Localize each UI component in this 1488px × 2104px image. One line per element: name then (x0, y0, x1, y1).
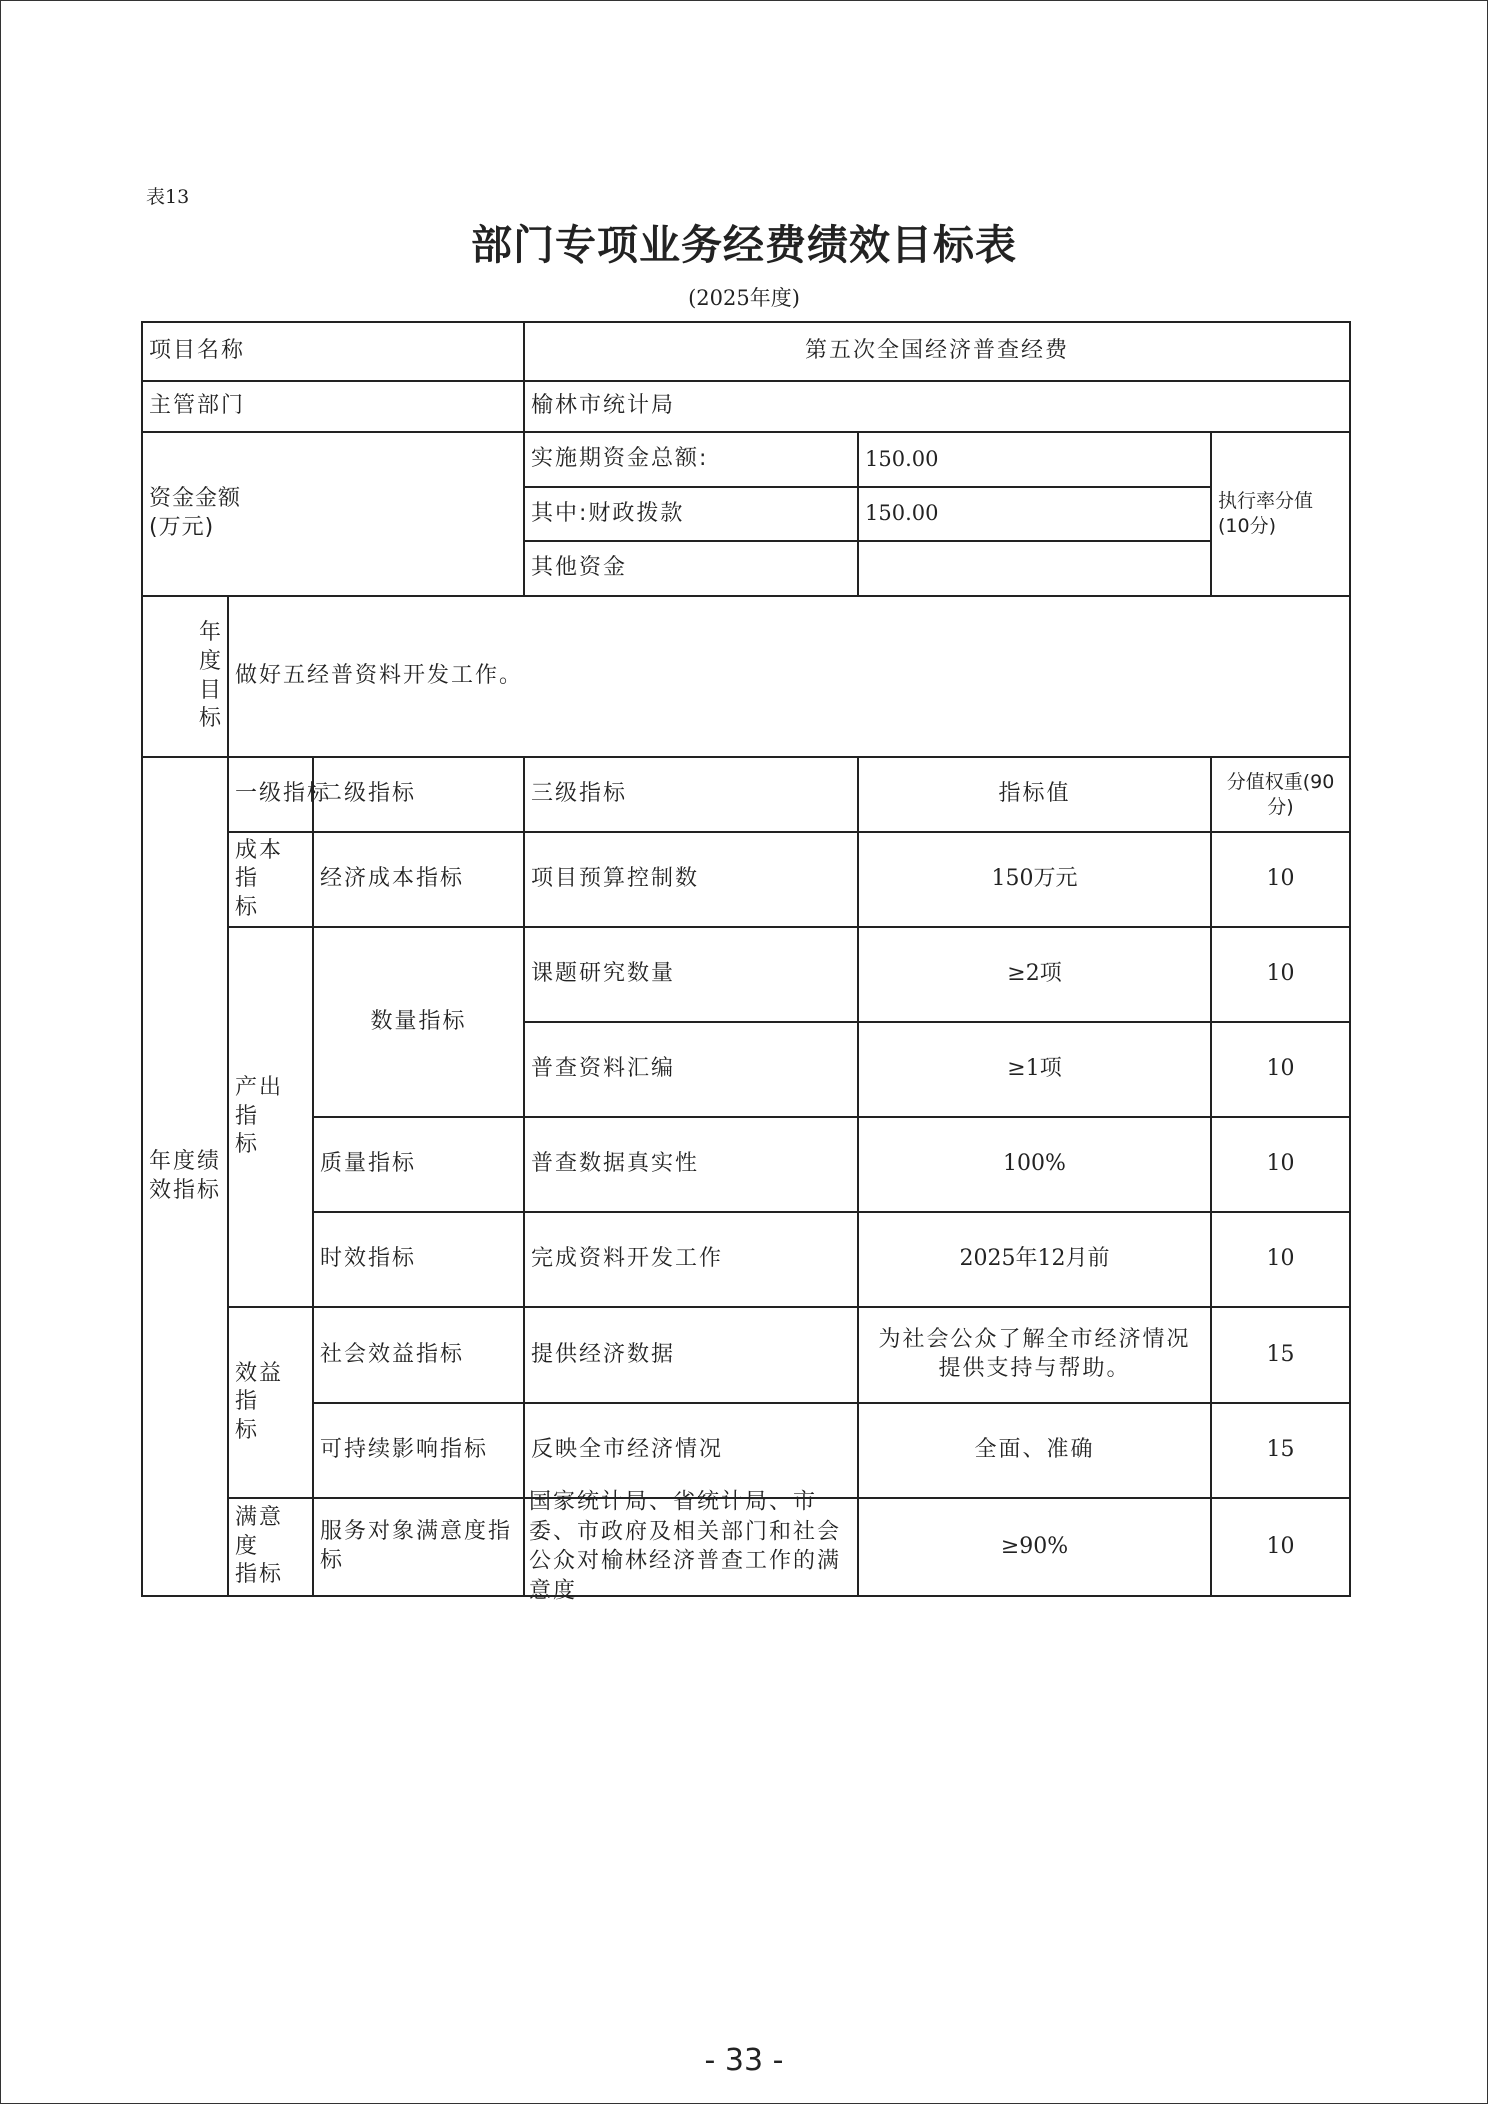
level1-satisfaction-text: 满意度 指标 (235, 1505, 284, 1588)
level1-satisfaction (228, 1498, 313, 1596)
level3-cell: 普查资料汇编 (524, 1022, 858, 1117)
weight-cell: 15 (1211, 1307, 1350, 1403)
page-title: 部门专项业务经费绩效目标表 (471, 221, 1017, 269)
weight-cell: 10 (1211, 832, 1350, 927)
dept-value: 榆林市统计局 (524, 381, 1350, 432)
header-value: 指标值 (858, 757, 1211, 832)
weight-cell: 10 (1211, 1212, 1350, 1307)
level2-cell: 数量指标 (313, 927, 524, 1117)
level1-output (228, 927, 313, 1307)
exec-rate-label: 执行率分值(10分) (1211, 432, 1350, 596)
level2-cell: 服务对象满意度指标 (313, 1498, 524, 1596)
funds-label-text: 资金金额 (万元) (149, 486, 242, 540)
level3-cell: 课题研究数量 (524, 927, 858, 1022)
level2-cell: 质量指标 (313, 1117, 524, 1212)
weight-cell: 10 (1211, 927, 1350, 1022)
performance-target-table (141, 321, 1351, 1604)
weight-cell: 10 (1211, 1022, 1350, 1117)
level3-cell: 提供经济数据 (524, 1307, 858, 1403)
value-cell: 150万元 (858, 832, 1211, 927)
level2-cell: 社会效益指标 (313, 1307, 524, 1403)
annual-goal-label-text: 年 度 目 标 (198, 620, 223, 732)
fiscal-year: (2025年度) (688, 286, 800, 310)
value-cell: 100% (858, 1117, 1211, 1212)
level3-cell: 普查数据真实性 (524, 1117, 858, 1212)
annual-goal-value: 做好五经普资料开发工作。 (228, 596, 1350, 757)
level1-cost (228, 832, 313, 927)
indicators-section-label (142, 757, 228, 1596)
fiscal-funds-label: 其中:财政拨款 (524, 487, 858, 541)
total-funds-label: 实施期资金总额: (524, 432, 858, 487)
level3-text: 国家统计局、省统计局、市委、市政府及相关部门和社会公众对榆林经济普查工作的满意度 (529, 1489, 842, 1604)
value-cell: 全面、准确 (858, 1403, 1211, 1498)
level2-cell: 时效指标 (313, 1212, 524, 1307)
weight-cell: 10 (1211, 1117, 1350, 1212)
value-cell: ≥90% (858, 1498, 1211, 1596)
level2-cell: 可持续影响指标 (313, 1403, 524, 1498)
header-level1: 一级指标 (228, 757, 313, 832)
level3-cell: 完成资料开发工作 (524, 1212, 858, 1307)
total-funds-value: 150.00 (858, 432, 1211, 487)
project-name-label: 项目名称 (142, 322, 524, 381)
header-level2: 二级指标 (313, 757, 524, 832)
level1-output-text: 产出指 标 (235, 1075, 284, 1158)
level3-cell: 反映全市经济情况 (524, 1403, 858, 1498)
header-weight: 分值权重(90分) (1211, 757, 1350, 832)
level1-benefit-text: 效益指 标 (235, 1360, 284, 1443)
value-cell: 为社会公众了解全市经济情况提供支持与帮助。 (858, 1307, 1211, 1403)
annual-goal-label (142, 596, 228, 757)
level1-cost-text: 成本指 标 (235, 837, 284, 920)
value-cell: ≥1项 (858, 1022, 1211, 1117)
indicators-section-label-text: 年度绩 效指标 (149, 1148, 222, 1203)
funds-label (142, 432, 524, 596)
level1-benefit (228, 1307, 313, 1498)
other-funds-value (858, 541, 1211, 596)
level3-cell (524, 1489, 858, 1604)
fiscal-funds-value: 150.00 (858, 487, 1211, 541)
dept-label: 主管部门 (142, 381, 524, 432)
other-funds-label: 其他资金 (524, 541, 858, 596)
weight-cell: 15 (1211, 1403, 1350, 1498)
value-cell: 2025年12月前 (858, 1212, 1211, 1307)
value-cell: ≥2项 (858, 927, 1211, 1022)
project-name-value: 第五次全国经济普查经费 (524, 322, 1350, 381)
level2-cell: 经济成本指标 (313, 832, 524, 927)
level3-cell: 项目预算控制数 (524, 832, 858, 927)
level3-clip (529, 1489, 853, 1604)
table-number: 表13 (146, 186, 190, 208)
page-number: - 33 - (704, 2043, 784, 2078)
weight-cell: 10 (1211, 1498, 1350, 1596)
header-level3: 三级指标 (524, 757, 858, 832)
